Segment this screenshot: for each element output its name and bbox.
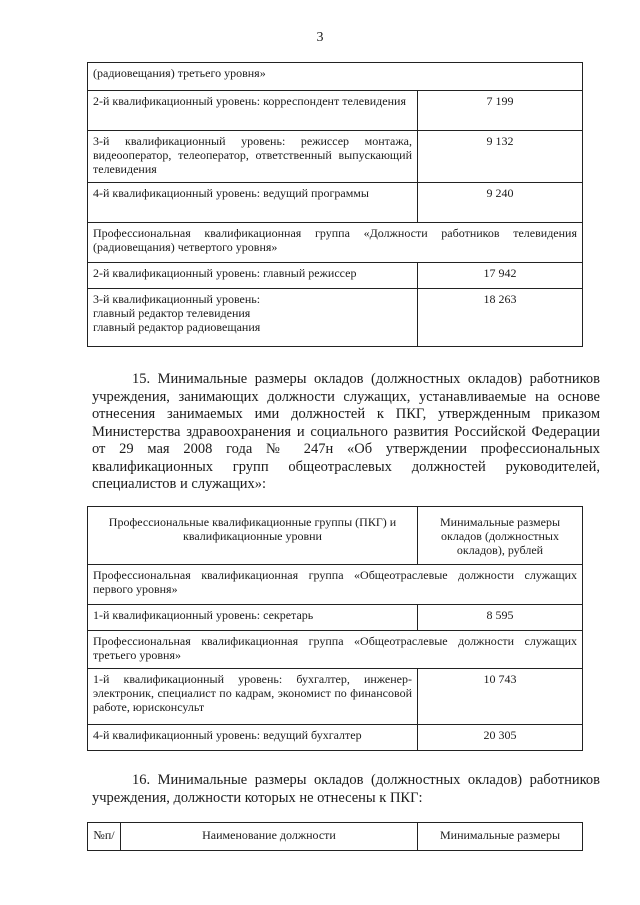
table-row bbox=[88, 631, 583, 669]
table-row bbox=[88, 725, 583, 751]
table-row bbox=[88, 183, 583, 223]
group-cell: Профессиональная квалификационная группа «Общеотраслевые должности служащих первого уровня» bbox=[88, 565, 583, 605]
qualification-level-cell: 2-й квалификационный уровень: главный режиссер bbox=[88, 263, 418, 289]
group-cell: Профессиональная квалификационная группа «Общеотраслевые должности служащих третьего уровня» bbox=[88, 631, 583, 669]
qualification-level-cell: 4-й квалификационный уровень: ведущий бухгалтер bbox=[88, 725, 418, 751]
salary-value-cell: 9 240 bbox=[418, 183, 583, 223]
qualification-level-cell: 2-й квалификационный уровень: корреспондент телевидения bbox=[88, 91, 418, 131]
table-row bbox=[88, 669, 583, 725]
column-header: Минимальные размеры bbox=[418, 823, 583, 851]
table-row bbox=[88, 263, 583, 289]
table-row bbox=[88, 91, 583, 131]
table-row bbox=[88, 605, 583, 631]
table-row bbox=[88, 131, 583, 183]
table-row bbox=[88, 289, 583, 347]
salary-value-cell: 9 132 bbox=[418, 131, 583, 183]
group-cell: Профессиональная квалификационная группа «Должности работников телевидения (радиовещания) четвертого уровня» bbox=[88, 223, 583, 263]
column-header: №п/ bbox=[88, 823, 121, 851]
salary-value-cell: 20 305 bbox=[418, 725, 583, 751]
salary-table-other bbox=[87, 822, 583, 851]
salary-value-cell: 8 595 bbox=[418, 605, 583, 631]
qualification-level-cell: 1-й квалификационный уровень: бухгалтер, инженер-электроник, специалист по кадрам, экономист по финансовой работе, юрисконсульт bbox=[88, 669, 418, 725]
table-row bbox=[88, 565, 583, 605]
cell-line: 3-й квалификационный уровень: bbox=[93, 292, 261, 306]
column-header: Наименование должности bbox=[121, 823, 418, 851]
table-header-row bbox=[88, 823, 583, 851]
table-header-row bbox=[88, 507, 583, 565]
table-row bbox=[88, 223, 583, 263]
qualification-level-cell: 1-й квалификационный уровень: секретарь bbox=[88, 605, 418, 631]
qualification-level-cell: 4-й квалификационный уровень: ведущий программы bbox=[88, 183, 418, 223]
paragraph-16 bbox=[92, 772, 600, 807]
salary-table-office bbox=[87, 506, 583, 751]
cell-line: главный редактор телевидения bbox=[93, 306, 251, 320]
column-header: Профессиональные квалификационные группы (ПКГ) и квалификационные уровни bbox=[88, 507, 418, 565]
table-row bbox=[88, 63, 583, 91]
qualification-level-cell bbox=[88, 289, 418, 347]
paragraph-16-text: 16. Минимальные размеры окладов (должностных окладов) работников учреждения, должности которых не отнесены к ПКГ: bbox=[92, 772, 600, 806]
column-header: Минимальные размеры окладов (должностных окладов), рублей bbox=[418, 507, 583, 565]
salary-table-tv bbox=[87, 62, 583, 347]
group-cell: (радиовещания) третьего уровня» bbox=[88, 63, 583, 91]
paragraph-15 bbox=[92, 371, 600, 494]
page-number: 3 bbox=[316, 30, 324, 45]
salary-value-cell: 10 743 bbox=[418, 669, 583, 725]
paragraph-15-text: 15. Минимальные размеры окладов (должностных окладов) работников учреждения, занимающих должности служащих, устанавливаемые на основе отнесения занимаемых ими должностей к ПКГ, утвержденным приказом Министерства здравоохранения и социального развития Российской Федерации от 29 мая 2008 года № 247н «Об утверждении профессиональных квалификационных групп общеотраслевых должностей руководителей, специалистов и служащих»: bbox=[92, 371, 600, 492]
salary-value-cell: 7 199 bbox=[418, 91, 583, 131]
qualification-level-cell: 3-й квалификационный уровень: режиссер монтажа, видеооператор, телеоператор, ответственный выпускающий телевидения bbox=[88, 131, 418, 183]
salary-value-cell: 18 263 bbox=[418, 289, 583, 347]
cell-line: главный редактор радиовещания bbox=[93, 320, 261, 334]
salary-value-cell: 17 942 bbox=[418, 263, 583, 289]
